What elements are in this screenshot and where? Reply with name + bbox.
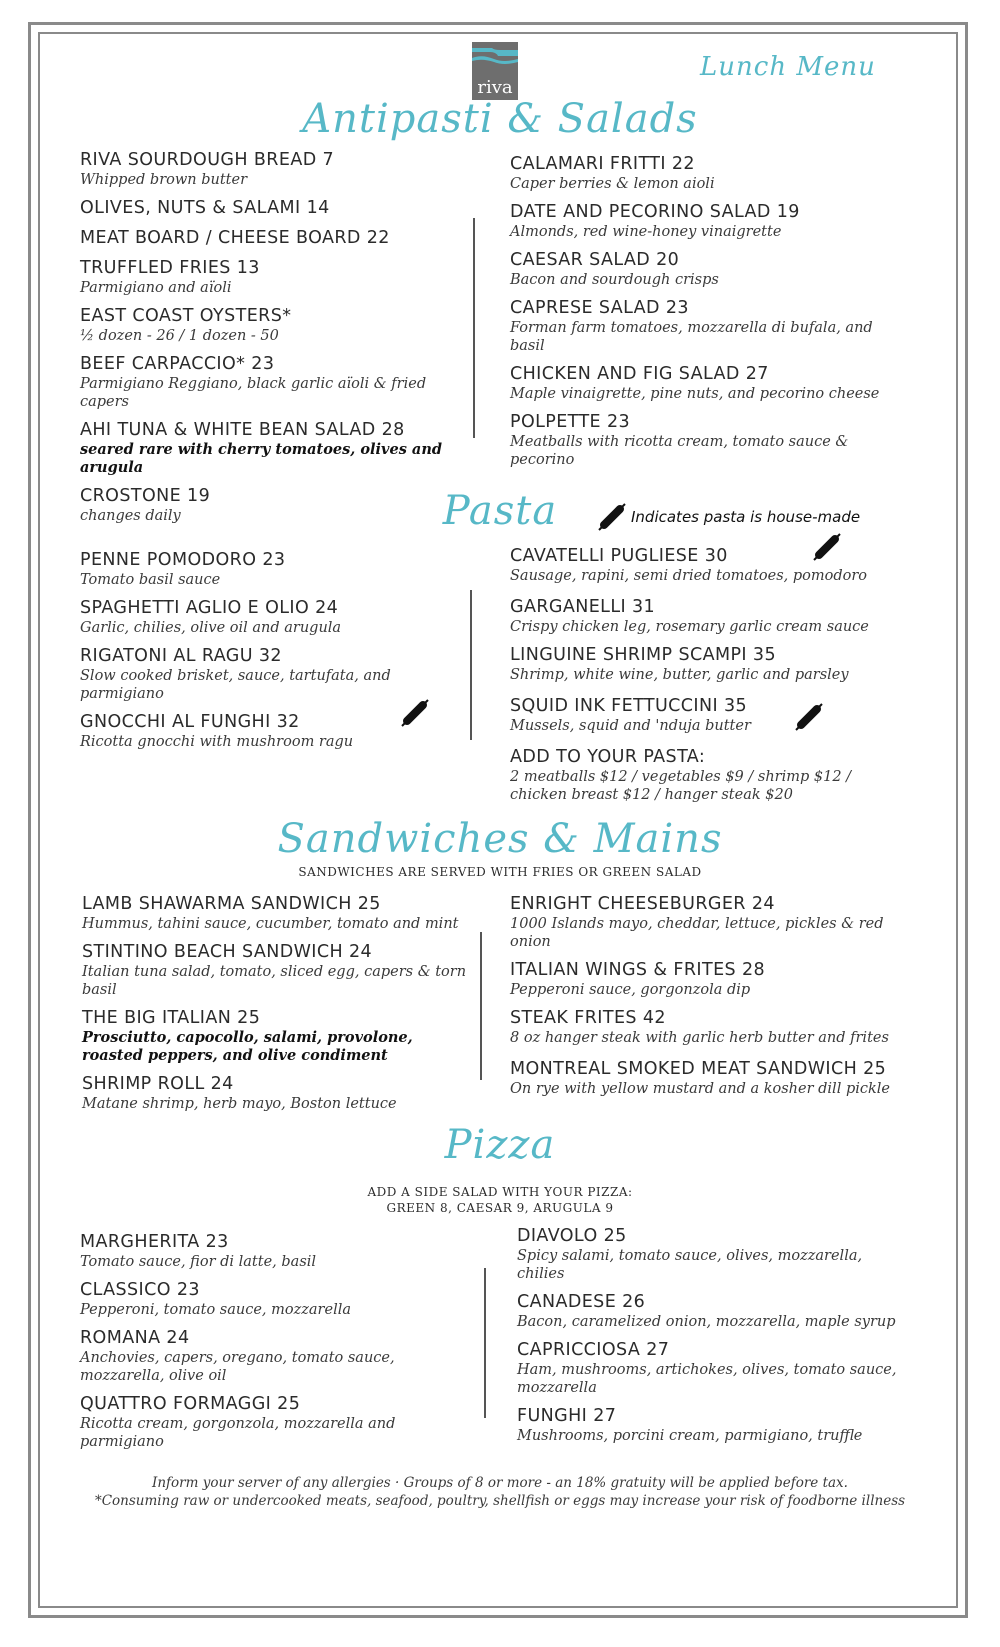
pizza-divider bbox=[484, 1268, 486, 1418]
mains-title: Sandwiches & Mains bbox=[277, 816, 723, 862]
item-name: STINTINO BEACH SANDWICH 24 bbox=[82, 942, 373, 962]
menu-item bbox=[80, 1394, 470, 1451]
item-name: CAPRICCIOSA 27 bbox=[517, 1340, 670, 1360]
item-name: ENRIGHT CHEESEBURGER 24 bbox=[510, 894, 775, 914]
item-desc: Bacon and sourdough crisps bbox=[510, 272, 719, 288]
menu-item bbox=[80, 150, 460, 189]
menu-item bbox=[80, 550, 460, 589]
pizza-right-column bbox=[517, 1226, 902, 1454]
menu-item bbox=[82, 1074, 467, 1113]
item-name: RIVA SOURDOUGH BREAD 7 bbox=[80, 150, 335, 170]
item-name: OLIVES, NUTS & SALAMI 14 bbox=[80, 198, 330, 218]
item-desc: Mushrooms, porcini cream, parmigiano, truffle bbox=[517, 1428, 863, 1444]
item-name: TRUFFLED FRIES 13 bbox=[80, 258, 260, 278]
riva-logo bbox=[472, 42, 518, 100]
item-desc: Ricotta gnocchi with mushroom ragu bbox=[80, 734, 354, 750]
mains-right-column bbox=[510, 894, 910, 1107]
menu-item bbox=[80, 646, 460, 703]
rolling-pin-icon bbox=[398, 696, 432, 730]
item-name: ADD TO YOUR PASTA: bbox=[510, 747, 706, 767]
item-name: ITALIAN WINGS & FRITES 28 bbox=[510, 960, 766, 980]
pizza-left-column bbox=[80, 1232, 470, 1460]
menu-item bbox=[80, 420, 460, 477]
item-name: CAPRESE SALAD 23 bbox=[510, 298, 689, 318]
logo-text: riva bbox=[477, 77, 513, 98]
menu-item bbox=[510, 1059, 910, 1098]
antipasti-left-column bbox=[80, 150, 460, 534]
menu-item bbox=[517, 1406, 902, 1445]
item-desc: Meatballs with ricotta cream, tomato sauce & pecorino bbox=[510, 434, 849, 468]
item-name: CANADESE 26 bbox=[517, 1292, 646, 1312]
pizza-title: Pizza bbox=[444, 1122, 556, 1168]
footer-raw-food-warning: *Consuming raw or undercooked meats, seafood, poultry, shellfish or eggs may increase your risk of foodborne illness bbox=[94, 1493, 906, 1509]
item-name: CAVATELLI PUGLIESE 30 bbox=[510, 546, 728, 566]
menu-item bbox=[517, 1226, 902, 1283]
menu-item bbox=[80, 1280, 470, 1319]
item-desc: Crispy chicken leg, rosemary garlic cream sauce bbox=[510, 619, 869, 635]
item-desc: Tomato basil sauce bbox=[80, 572, 221, 588]
item-desc: Prosciutto, capocollo, salami, provolone, roasted peppers, and olive condiment bbox=[82, 1029, 413, 1064]
item-name: ROMANA 24 bbox=[80, 1328, 190, 1348]
mains-divider bbox=[480, 932, 482, 1080]
item-name: DATE AND PECORINO SALAD 19 bbox=[510, 202, 800, 222]
menu-item bbox=[510, 154, 895, 193]
item-desc: seared rare with cherry tomatoes, olives and arugula bbox=[80, 441, 442, 476]
item-name: RIGATONI AL RAGU 32 bbox=[80, 646, 282, 666]
item-desc: Garlic, chilies, olive oil and arugula bbox=[80, 620, 342, 636]
item-desc: Ricotta cream, gorgonzola, mozzarella and parmigiano bbox=[80, 1416, 396, 1450]
item-name: QUATTRO FORMAGGI 25 bbox=[80, 1394, 301, 1414]
item-name: MONTREAL SMOKED MEAT SANDWICH 25 bbox=[510, 1059, 887, 1079]
menu-item bbox=[82, 1008, 467, 1065]
menu-item bbox=[80, 354, 460, 411]
item-desc: Forman farm tomatoes, mozzarella di bufala, and basil bbox=[510, 320, 873, 354]
menu-item bbox=[517, 1292, 902, 1331]
menu-item bbox=[82, 894, 467, 933]
menu-item bbox=[510, 202, 895, 241]
pasta-title: Pasta bbox=[442, 488, 558, 534]
item-name: CROSTONE 19 bbox=[80, 486, 211, 506]
item-desc: Shrimp, white wine, butter, garlic and parsley bbox=[510, 667, 849, 683]
menu-item bbox=[510, 747, 895, 804]
item-name: CLASSICO 23 bbox=[80, 1280, 200, 1300]
menu-item bbox=[510, 364, 895, 403]
item-name: CAESAR SALAD 20 bbox=[510, 250, 680, 270]
item-name: LINGUINE SHRIMP SCAMPI 35 bbox=[510, 645, 776, 665]
item-desc: Pepperoni, tomato sauce, mozzarella bbox=[80, 1302, 351, 1318]
item-desc: Pepperoni sauce, gorgonzola dip bbox=[510, 982, 751, 998]
menu-item bbox=[510, 894, 910, 951]
item-desc: Matane shrimp, herb mayo, Boston lettuce bbox=[82, 1096, 397, 1112]
item-name: MEAT BOARD / CHEESE BOARD 22 bbox=[80, 228, 390, 248]
item-desc: changes daily bbox=[80, 508, 181, 524]
item-name: MARGHERITA 23 bbox=[80, 1232, 229, 1252]
item-name: DIAVOLO 25 bbox=[517, 1226, 627, 1246]
menu-item bbox=[510, 597, 895, 636]
item-name: BEEF CARPACCIO* 23 bbox=[80, 354, 275, 374]
item-desc: Tomato sauce, fior di latte, basil bbox=[80, 1254, 317, 1270]
rolling-pin-icon bbox=[792, 700, 826, 734]
item-desc: Ham, mushrooms, artichokes, olives, tomato sauce, mozzarella bbox=[517, 1362, 897, 1396]
item-desc: Anchovies, capers, oregano, tomato sauce, mozzarella, olive oil bbox=[80, 1350, 395, 1384]
menu-item bbox=[80, 598, 460, 637]
item-name: SHRIMP ROLL 24 bbox=[82, 1074, 234, 1094]
menu-item bbox=[510, 298, 895, 355]
item-desc: Sausage, rapini, semi dried tomatoes, pomodoro bbox=[510, 568, 868, 584]
rolling-pin-icon bbox=[595, 500, 629, 534]
menu-item bbox=[510, 250, 895, 289]
item-name: EAST COAST OYSTERS* bbox=[80, 306, 292, 326]
item-desc: Almonds, red wine-honey vinaigrette bbox=[510, 224, 782, 240]
item-desc: Maple vinaigrette, pine nuts, and pecorino cheese bbox=[510, 386, 880, 402]
antipasti-divider bbox=[473, 218, 475, 438]
menu-item bbox=[82, 942, 467, 999]
menu-item bbox=[80, 1232, 470, 1271]
antipasti-title: Antipasti & Salads bbox=[302, 96, 698, 142]
menu-item bbox=[510, 412, 895, 469]
item-desc: 2 meatballs $12 / vegetables $9 / shrimp $12 / chicken breast $12 / hanger steak $20 bbox=[510, 769, 852, 803]
menu-item bbox=[80, 198, 460, 219]
menu-item bbox=[510, 960, 910, 999]
item-desc: 8 oz hanger steak with garlic herb butter and frites bbox=[510, 1030, 889, 1046]
item-name: POLPETTE 23 bbox=[510, 412, 631, 432]
item-desc: Parmigiano Reggiano, black garlic aïoli & fried capers bbox=[80, 376, 427, 410]
item-desc: Italian tuna salad, tomato, sliced egg, capers & torn basil bbox=[82, 964, 467, 998]
antipasti-right-column bbox=[510, 154, 895, 478]
mains-left-column bbox=[82, 894, 467, 1122]
pasta-divider bbox=[470, 590, 472, 740]
item-desc: On rye with yellow mustard and a kosher dill pickle bbox=[510, 1081, 890, 1097]
item-desc: Bacon, caramelized onion, mozzarella, maple syrup bbox=[517, 1314, 896, 1330]
item-desc: Hummus, tahini sauce, cucumber, tomato and mint bbox=[82, 916, 459, 932]
item-desc: Mussels, squid and 'nduja butter bbox=[510, 718, 751, 734]
item-desc: Spicy salami, tomato sauce, olives, mozzarella, chilies bbox=[517, 1248, 863, 1282]
menu-item bbox=[510, 1008, 910, 1047]
item-name: GNOCCHI AL FUNGHI 32 bbox=[80, 712, 300, 732]
item-name: THE BIG ITALIAN 25 bbox=[82, 1008, 261, 1028]
menu-item bbox=[80, 306, 460, 345]
menu-item bbox=[510, 696, 895, 735]
item-name: STEAK FRITES 42 bbox=[510, 1008, 666, 1028]
pasta-right-column bbox=[510, 546, 895, 813]
menu-item bbox=[80, 228, 460, 249]
item-name: AHI TUNA & WHITE BEAN SALAD 28 bbox=[80, 420, 405, 440]
item-name: CALAMARI FRITTI 22 bbox=[510, 154, 695, 174]
menu-item bbox=[80, 258, 460, 297]
menu-item bbox=[80, 1328, 470, 1385]
pizza-note-line1: ADD A SIDE SALAD WITH YOUR PIZZA: bbox=[367, 1185, 633, 1199]
item-name: GARGANELLI 31 bbox=[510, 597, 656, 617]
item-desc: 1000 Islands mayo, cheddar, lettuce, pickles & red onion bbox=[510, 916, 884, 950]
item-name: LAMB SHAWARMA SANDWICH 25 bbox=[82, 894, 381, 914]
item-desc: Whipped brown butter bbox=[80, 172, 248, 188]
item-name: PENNE POMODORO 23 bbox=[80, 550, 286, 570]
lunch-menu-title: Lunch Menu bbox=[700, 52, 876, 82]
logo-wave-icon bbox=[472, 48, 518, 64]
pizza-note-line2: GREEN 8, CAESAR 9, ARUGULA 9 bbox=[386, 1201, 614, 1215]
rolling-pin-icon bbox=[810, 530, 844, 564]
mains-note: SANDWICHES ARE SERVED WITH FRIES OR GREEN SALAD bbox=[298, 865, 702, 879]
menu-item bbox=[517, 1340, 902, 1397]
item-name: CHICKEN AND FIG SALAD 27 bbox=[510, 364, 769, 384]
item-desc: Parmigiano and aïoli bbox=[80, 280, 232, 296]
item-name: SQUID INK FETTUCCINI 35 bbox=[510, 696, 748, 716]
item-desc: ½ dozen - 26 / 1 dozen - 50 bbox=[80, 328, 279, 344]
item-name: FUNGHI 27 bbox=[517, 1406, 617, 1426]
item-desc: Caper berries & lemon aioli bbox=[510, 176, 715, 192]
legend-text: Indicates pasta is house-made bbox=[631, 508, 861, 526]
item-name: SPAGHETTI AGLIO E OLIO 24 bbox=[80, 598, 339, 618]
item-desc: Slow cooked brisket, sauce, tartufata, and parmigiano bbox=[80, 668, 391, 702]
footer-allergy-note: Inform your server of any allergies · Groups of 8 or more - an 18% gratuity will be applied before tax. bbox=[152, 1475, 848, 1491]
menu-item bbox=[510, 645, 895, 684]
